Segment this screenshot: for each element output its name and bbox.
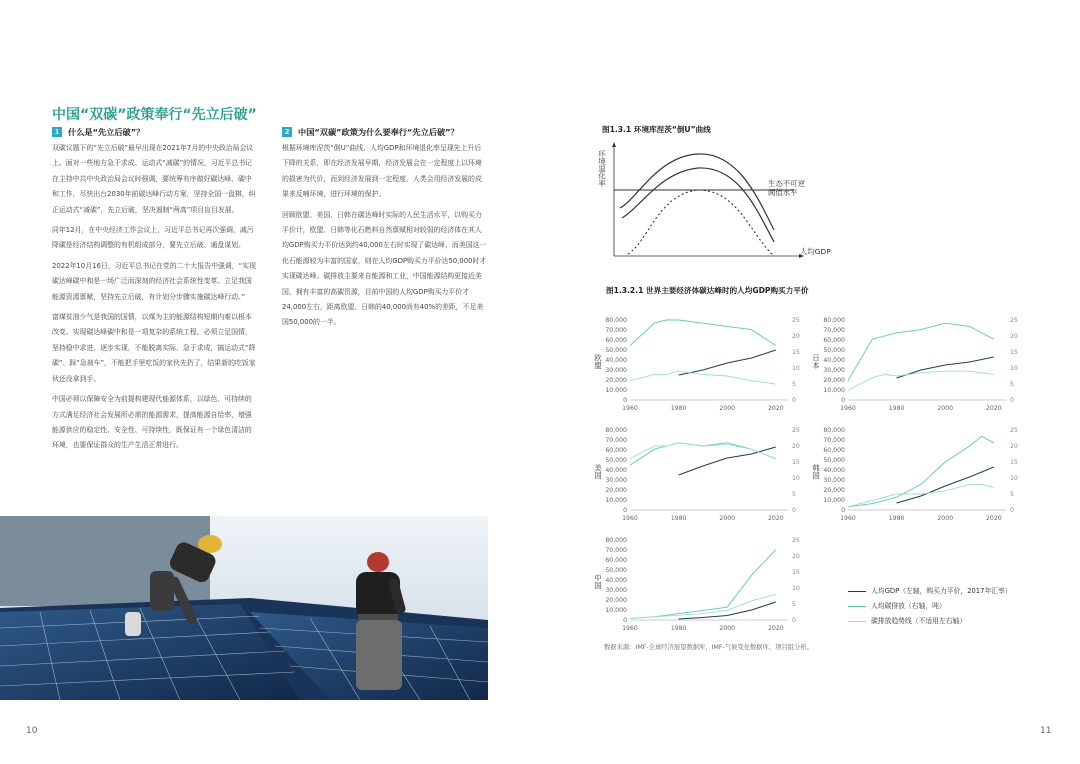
panel-5-right-tick-4: 5 <box>792 601 796 608</box>
panel-2-left-tick-3: 50,000 <box>823 347 845 354</box>
figure-1-title: 图1.3.1 环境库涅茨“倒U”曲线 <box>602 125 711 134</box>
panel-4 <box>811 427 1018 522</box>
panel-1-left-tick-7: 10,000 <box>605 387 627 394</box>
question-1-number: 1 <box>52 127 62 137</box>
panel-5-x-tick-3: 2020 <box>767 625 784 632</box>
panel-1-x-tick-3: 2020 <box>767 405 784 412</box>
panel-5-right-tick-0: 25 <box>792 537 800 544</box>
panel-3-right-tick-4: 5 <box>792 491 796 498</box>
panel-5-series-2 <box>630 550 776 619</box>
col1-para-1: 双碳议题下的“先立后破”最早出现在2021年7月的中央政治局会议上。面对一些地方急于求成、运动式“减碳”的情况，习近平总书记在主持中共中央政治局会议时强调，要统筹有序做好碳达峰、碳中和工作，尽快出台2030年前碳达峰行动方案，坚持全国一盘棋，纠正运动式“减碳”，先立后破，坚决遏制“两高”项目盲目发展。 <box>52 144 256 214</box>
panel-5-x-tick-2: 2000 <box>719 625 736 632</box>
panel-1-series-3 <box>630 371 776 384</box>
panel-5-right-tick-5: 0 <box>792 617 796 624</box>
panel-2-left-tick-6: 20,000 <box>823 377 845 384</box>
panel-2 <box>811 317 1018 412</box>
kuznets-curve-chart <box>598 138 838 268</box>
panel-2-series-1 <box>897 357 994 378</box>
panel-4-x-tick-3: 2020 <box>985 515 1002 522</box>
section-title: 中国“双碳”政策奉行“先立后破” <box>52 107 257 123</box>
panel-1 <box>593 317 800 412</box>
column-2 <box>282 127 488 336</box>
panel-5-left-tick-7: 10,000 <box>605 607 627 614</box>
panel-5-x-tick-1: 1980 <box>670 625 687 632</box>
legend-swatch-emission <box>848 606 866 607</box>
panel-5-x-tick-0: 1960 <box>622 625 638 632</box>
panel-1-left-tick-3: 50,000 <box>605 347 627 354</box>
kuznets-curve-middle <box>622 168 774 242</box>
panel-1-x-tick-0: 1960 <box>622 405 638 412</box>
kuznets-threshold-label-1: 生态不可逆 <box>768 179 805 188</box>
panel-2-left-tick-0: 80,000 <box>823 317 845 324</box>
panel-4-x-tick-1: 1980 <box>888 515 905 522</box>
panel-2-left-tick-5: 30,000 <box>823 367 845 374</box>
panel-1-right-tick-5: 0 <box>792 397 796 404</box>
panel-3-left-tick-0: 80,000 <box>605 427 627 434</box>
chart-legend <box>848 584 1012 629</box>
panel-1-left-tick-0: 80,000 <box>605 317 627 324</box>
panel-5 <box>594 537 800 632</box>
legend-item-trend: 碳排放趋势线（不适用左右轴） <box>848 614 1012 629</box>
panel-2-series-2 <box>848 323 994 381</box>
panel-2-x-tick-0: 1960 <box>840 405 856 412</box>
panel-2-x-tick-3: 2020 <box>985 405 1002 412</box>
panel-4-right-tick-4: 5 <box>1010 491 1014 498</box>
panel-1-right-tick-3: 10 <box>792 365 800 372</box>
panel-3-left-tick-4: 40,000 <box>605 467 627 474</box>
kuznets-curve-upper <box>620 154 774 230</box>
legend-swatch-gdp <box>848 591 866 592</box>
panel-3-left-tick-8: 0 <box>623 507 627 514</box>
kuznets-ylabel: 环境退化率 <box>598 150 607 187</box>
panel-5-left-tick-2: 60,000 <box>605 557 627 564</box>
panel-4-left-tick-8: 0 <box>841 507 845 514</box>
panel-5-left-tick-1: 70,000 <box>605 547 627 554</box>
panel-1-label: 欧盟 <box>593 354 603 369</box>
panel-4-right-tick-2: 15 <box>1010 459 1018 466</box>
col2-para-1: 根据环境库涅茨“倒U”曲线，人均GDP和环境退化率呈现先上升后下降的关系，即在经济发展早期，经济发展会在一定程度上以环境的损害为代价，而到经济发展到一定程度，人类会用经济发展的成果来反哺环境，进行环境的保护。 <box>282 144 482 199</box>
panel-4-left-tick-6: 20,000 <box>823 487 845 494</box>
panel-2-series-3 <box>848 371 994 390</box>
col1-para-4: 富煤贫油少气是我国的国情，以煤为主的能源结构短期内难以根本改变。实现碳达峰碳中和是一项复杂的系统工程，必须立足国情，坚持稳中求进、逐步实现，不能脱离实际、急于求成，搞运动式“降碳”、踩“急刹车”，不能把手里吃饭的家伙先扔了，结果新的吃饭家伙还没拿到手。 <box>52 313 256 383</box>
panel-4-x-tick-0: 1960 <box>840 515 856 522</box>
panel-2-right-tick-2: 15 <box>1010 349 1018 356</box>
panel-3-x-tick-2: 2000 <box>719 515 736 522</box>
panel-1-x-tick-1: 1980 <box>670 405 687 412</box>
panel-1-right-tick-4: 5 <box>792 381 796 388</box>
panel-3-right-tick-3: 10 <box>792 475 800 482</box>
kuznets-threshold-label-2: 阈值水平 <box>768 188 798 197</box>
col2-para-2: 回顾欧盟、美国、日韩在碳达峰时实际的人民生活水平，以购买力平价计，欧盟、日韩等化石燃料自然禀赋相对较弱的经济体在其人均GDP购买力平价达到约40,000左右时实现了碳达峰，而美国这一化石能源较为丰富的国家，则在人均GDP购买力平价达50,000时才实现碳达峰。碳排放主要来自能源和工业，中国能源结构更接近美国，拥有丰富的高碳资源，目前中国的人均GDP购买力平价才24,000左右，距离欧盟、日韩的40,000尚有40%的差距，不足美国50,000的一半。 <box>282 210 487 327</box>
panel-4-left-tick-7: 10,000 <box>823 497 845 504</box>
panel-3-right-tick-0: 25 <box>792 427 800 434</box>
col1-para-2: 同年12月，在中央经济工作会议上，习近平总书记再次强调，减污降碳是经济结构调整的有机组成部分，要先立后破、通盘谋划。 <box>52 226 254 250</box>
column-1 <box>52 127 258 459</box>
panel-5-left-tick-3: 50,000 <box>605 567 627 574</box>
panel-2-left-tick-7: 10,000 <box>823 387 845 394</box>
panel-1-right-tick-1: 20 <box>792 333 800 340</box>
question-1-title: 什么是“先立后破”？ <box>68 127 145 137</box>
panel-1-left-tick-1: 70,000 <box>605 327 627 334</box>
panel-5-left-tick-0: 80,000 <box>605 537 627 544</box>
kuznets-xlabel: 人均GDP <box>800 247 831 256</box>
panel-3-left-tick-3: 50,000 <box>605 457 627 464</box>
panel-2-x-tick-1: 1980 <box>888 405 905 412</box>
panel-2-left-tick-2: 60,000 <box>823 337 845 344</box>
panel-2-right-tick-3: 10 <box>1010 365 1018 372</box>
kuznets-curve-dotted <box>628 190 774 256</box>
panel-1-x-tick-2: 2000 <box>719 405 736 412</box>
panel-4-right-tick-1: 20 <box>1010 443 1018 450</box>
panel-5-right-tick-3: 10 <box>792 585 800 592</box>
panel-5-series-3 <box>630 594 776 618</box>
panel-1-left-tick-6: 20,000 <box>605 377 627 384</box>
question-2-title: 中国“双碳”政策为什么要奉行“先立后破”？ <box>298 127 459 137</box>
panel-5-left-tick-5: 30,000 <box>605 587 627 594</box>
panel-1-series-2 <box>630 320 776 346</box>
panel-3-right-tick-2: 15 <box>792 459 800 466</box>
legend-item-gdp: 人均GDP（左轴，购买力平价，2017年汇率） <box>848 584 1012 599</box>
panel-3-label: 美国 <box>593 464 603 479</box>
panel-4-right-tick-0: 25 <box>1010 427 1018 434</box>
panel-3-x-tick-1: 1980 <box>670 515 687 522</box>
panel-5-left-tick-8: 0 <box>623 617 627 624</box>
panel-3 <box>593 427 800 522</box>
panel-3-series-1 <box>679 447 776 475</box>
panel-4-left-tick-4: 40,000 <box>823 467 845 474</box>
panel-2-right-tick-0: 25 <box>1010 317 1018 324</box>
panel-1-left-tick-2: 60,000 <box>605 337 627 344</box>
page-number-right: 11 <box>1040 726 1052 736</box>
panel-2-right-tick-1: 20 <box>1010 333 1018 340</box>
panel-4-left-tick-3: 50,000 <box>823 457 845 464</box>
panel-5-left-tick-6: 20,000 <box>605 597 627 604</box>
panel-5-right-tick-2: 15 <box>792 569 800 576</box>
panel-3-left-tick-2: 60,000 <box>605 447 627 454</box>
panel-4-left-tick-0: 80,000 <box>823 427 845 434</box>
panel-5-label: 中国 <box>593 574 603 589</box>
panel-2-label: 日本 <box>811 354 821 369</box>
page-number-left: 10 <box>26 726 38 736</box>
panel-1-left-tick-8: 0 <box>623 397 627 404</box>
panel-4-x-tick-2: 2000 <box>937 515 954 522</box>
panel-4-series-1 <box>897 467 994 503</box>
panel-4-left-tick-5: 30,000 <box>823 477 845 484</box>
panel-4-right-tick-5: 0 <box>1010 507 1014 514</box>
panel-3-left-tick-1: 70,000 <box>605 437 627 444</box>
panel-4-left-tick-2: 60,000 <box>823 447 845 454</box>
panel-3-right-tick-5: 0 <box>792 507 796 514</box>
panel-1-right-tick-0: 25 <box>792 317 800 324</box>
panel-1-right-tick-2: 15 <box>792 349 800 356</box>
panel-1-left-tick-5: 30,000 <box>605 367 627 374</box>
data-source-note: 数据来源：IMF-全球经济展望数据库，IMF-气候变化数据库，项目组分析。 <box>604 644 813 651</box>
col1-para-3: 2022年10月16日，习近平总书记在党的二十大报告中强调，“实现碳达峰碳中和是一场广泛而深刻的经济社会系统性变革。立足我国能源资源禀赋，坚持先立后破，有计划分步骤实施碳达峰行动。” <box>52 261 257 301</box>
question-2-number: 2 <box>282 127 292 137</box>
panel-2-left-tick-1: 70,000 <box>823 327 845 334</box>
panel-3-left-tick-7: 10,000 <box>605 497 627 504</box>
panel-2-x-tick-2: 2000 <box>937 405 954 412</box>
question-1-heading <box>52 127 258 138</box>
legend-item-emission: 人均碳排放（右轴，吨） <box>848 599 1012 614</box>
panel-2-right-tick-5: 0 <box>1010 397 1014 404</box>
panel-3-x-tick-0: 1960 <box>622 515 638 522</box>
panel-5-right-tick-1: 20 <box>792 553 800 560</box>
panel-2-right-tick-4: 5 <box>1010 381 1014 388</box>
panel-2-left-tick-8: 0 <box>841 397 845 404</box>
panel-3-x-tick-3: 2020 <box>767 515 784 522</box>
legend-swatch-trend <box>848 621 866 622</box>
panel-5-left-tick-4: 40,000 <box>605 577 627 584</box>
panel-1-left-tick-4: 40,000 <box>605 357 627 364</box>
question-2-heading <box>282 127 488 138</box>
panel-4-label: 韩国 <box>811 464 821 479</box>
figure-2-title: 图1.3.2.1 世界主要经济体碳达峰时的人均GDP购买力平价 <box>606 286 809 295</box>
panel-4-left-tick-1: 70,000 <box>823 437 845 444</box>
panel-3-left-tick-6: 20,000 <box>605 487 627 494</box>
panel-4-right-tick-3: 10 <box>1010 475 1018 482</box>
panel-1-series-1 <box>679 350 776 375</box>
solar-panel-photo <box>0 516 488 700</box>
panel-2-left-tick-4: 40,000 <box>823 357 845 364</box>
panel-3-left-tick-5: 30,000 <box>605 477 627 484</box>
panel-3-right-tick-1: 20 <box>792 443 800 450</box>
col1-para-5: 中国必须以保障安全为前提构建现代能源体系，以绿色、可持续的方式满足经济社会发展所必需的能源需求，提高能源自给率，增强能源供应的稳定性、安全性、可持续性，既保证有一个绿色清洁的环境，也要保证群众的生产生活正常进行。 <box>52 395 252 450</box>
